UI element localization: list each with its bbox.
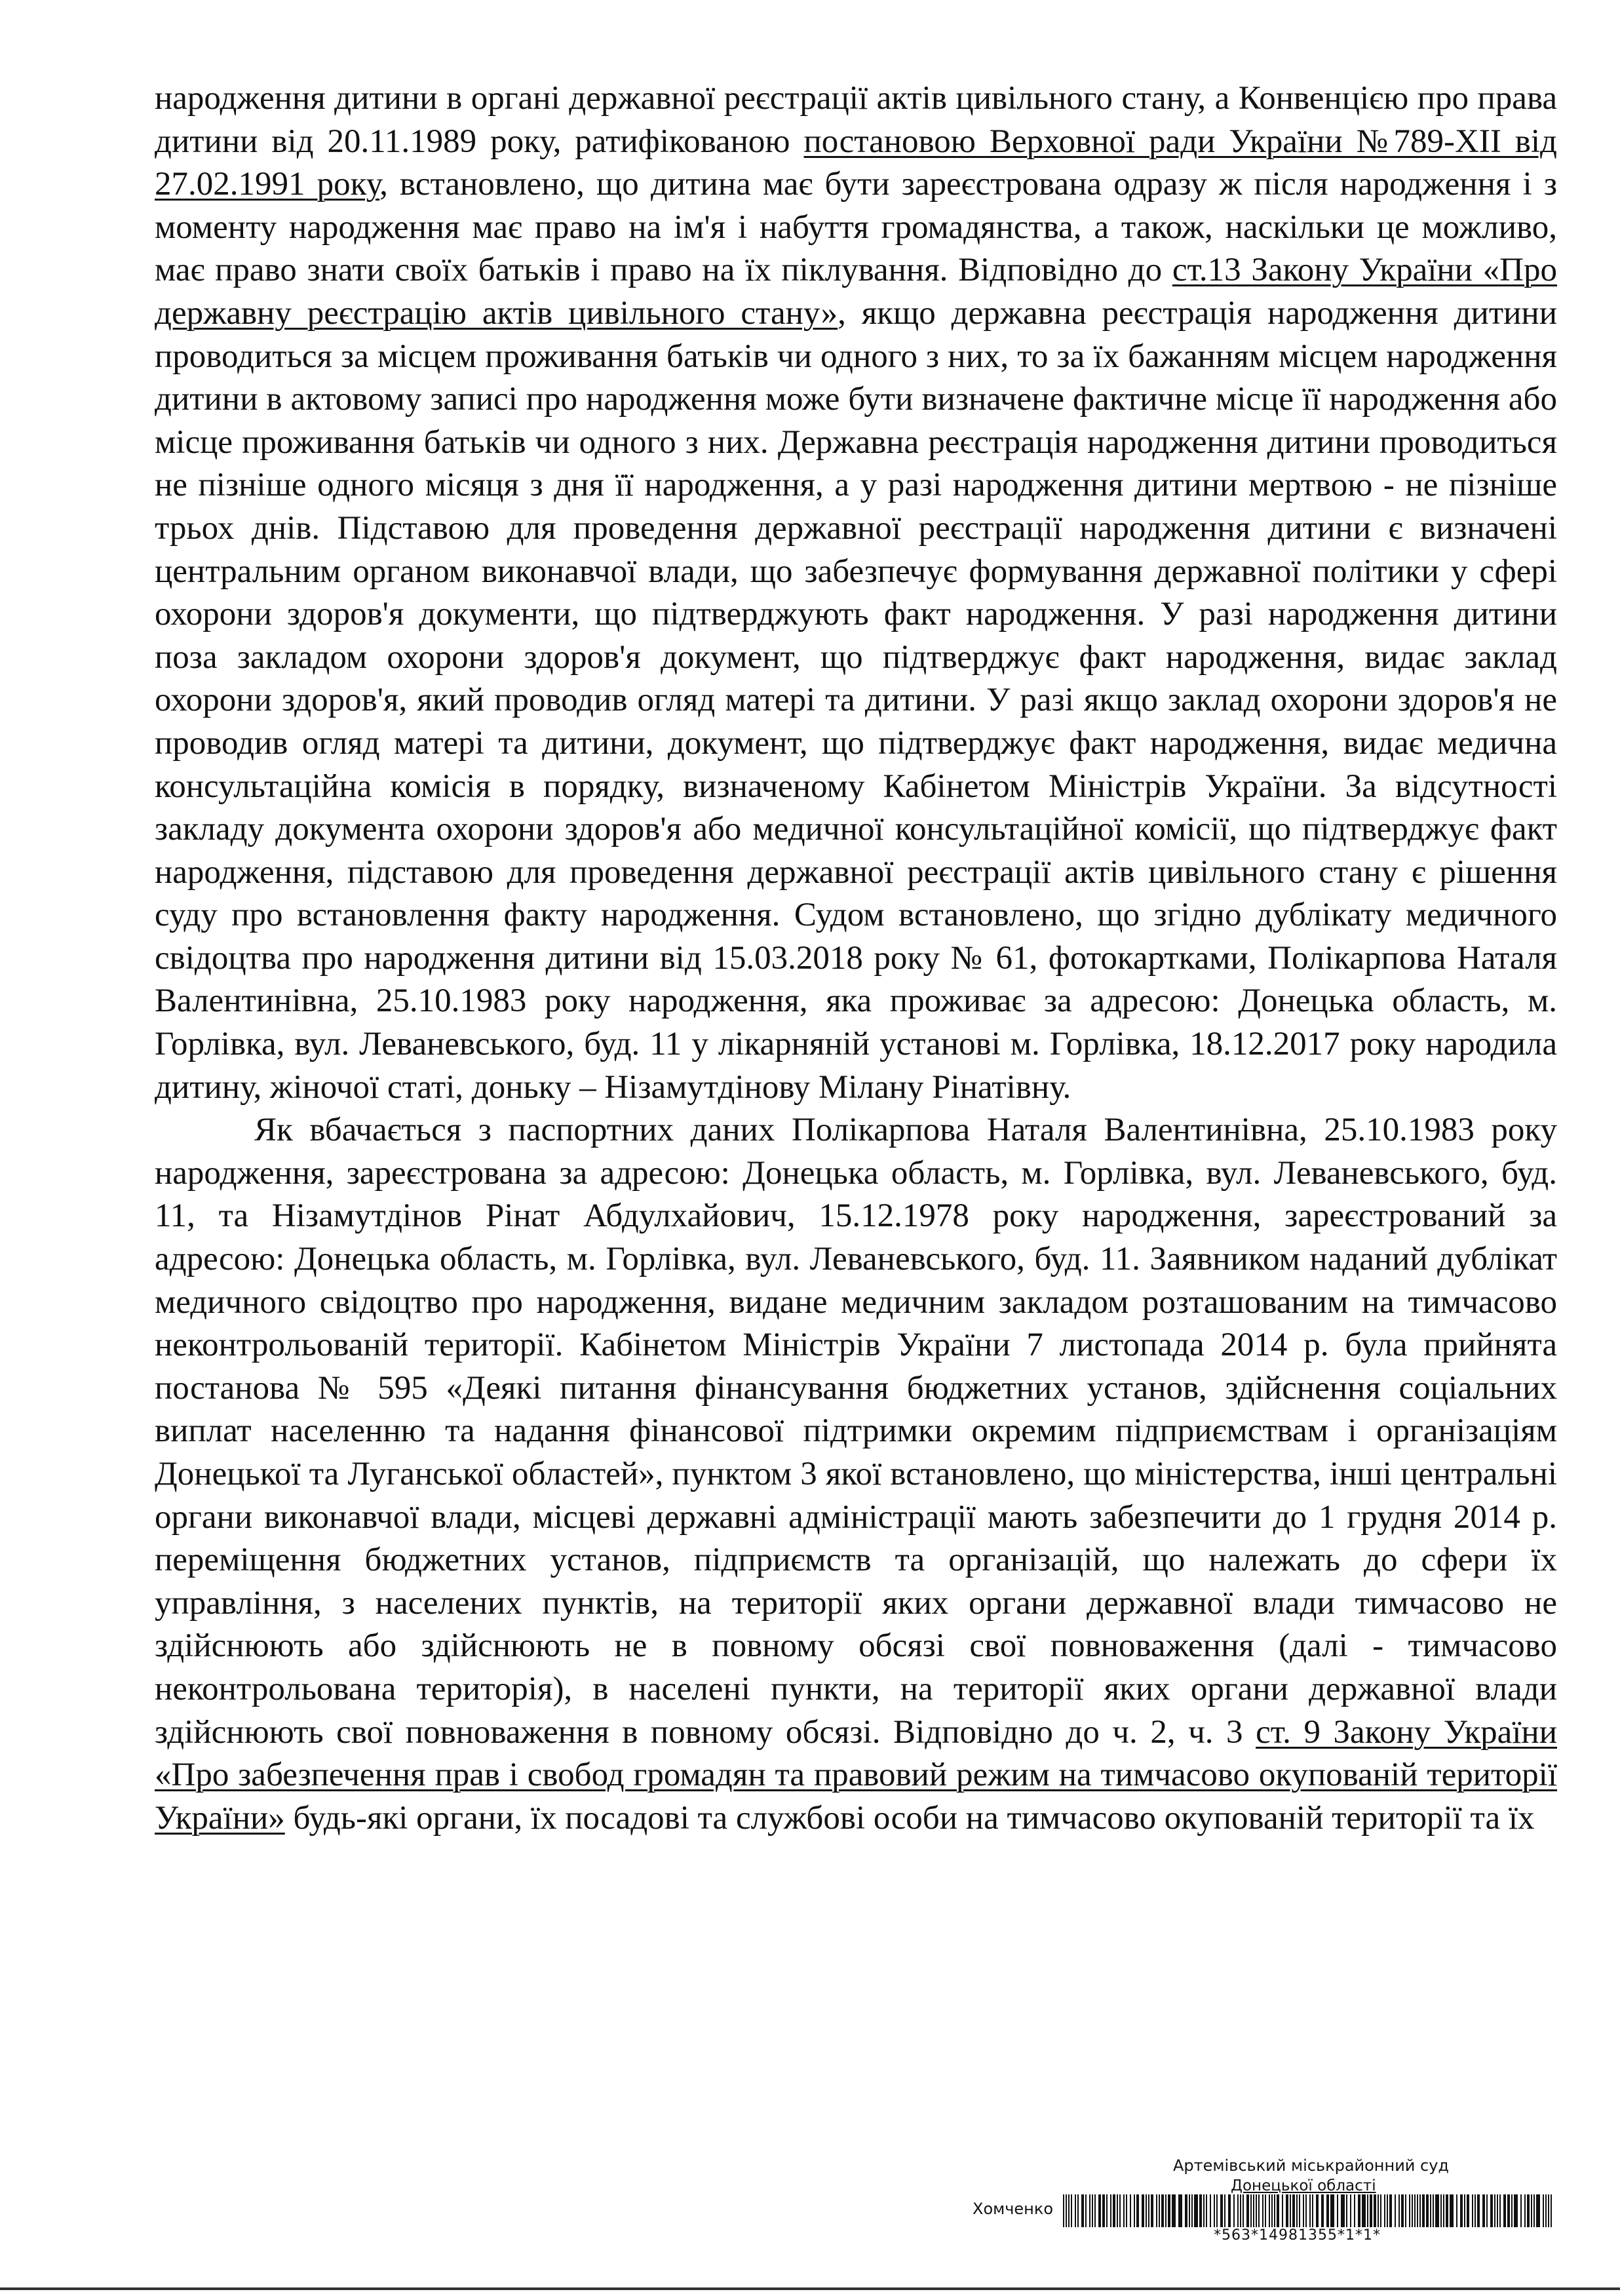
- resolution-link: постановою Верховної ради України №789-XII від 27.02.1991 року: [155, 123, 1557, 203]
- paragraph-1-text-b: , встановлено, що дитина має бути зареєстрована одразу ж після народження і з моменту народження має право на ім'я і набуття громадянства, а також, наскільки це можливо, має право знати своїх батьків і право на їх піклування. Відповідно до: [155, 166, 1557, 289]
- paragraph-2-text-b: будь-які органи, їх посадові та службові особи на тимчасово окупованій території та їх: [284, 1799, 1535, 1837]
- paragraph-1: [155, 77, 1557, 1109]
- paragraph-1-text-a: народження дитини в органі державної реєстрації актів цивільного стану, а Конвенцією про права дитини від 20.11.1989 року, ратифікованою: [155, 80, 1557, 160]
- barcode-code: *563*14981355*1*1*: [1214, 2227, 1381, 2244]
- judge-name: Хомченко: [973, 2200, 1054, 2218]
- paragraph-2-text-a: Як вбачається з паспортних даних Полікарпова Наталя Валентинівна, 25.10.1983 року народження, зареєстрована за адресою: Донецька область, м. Горлівка, вул. Леваневського, буд. 11, та Нізамутдінов Рінат Абдулхайович, 15.12.1978 року народження, зареєстрований за адресою: Донецька область, м. Горлівка, вул. Леваневського, буд. 11. Заявником наданий дублікат медичного свідоцтво про народження, видане медичним закладом розташованим на тимчасово неконтрольованій території. Кабінетом Міністрів України 7 листопада 2014 р. була прийнята постанова № 595 «Деякі питання фінансування бюджетних установ, здійснення соціальних виплат населенню та надання фінансової підтримки окремим підприємствам і організаціям Донецької та Луганської областей», пунктом 3 якої встановлено, що міністерства, інші центральні органи виконавчої влади, місцеві державні адміністрації мають забезпечити до 1 грудня 2014 р. переміщення бюджетних установ, підприємств та організацій, що належать до сфери їх управління, з населених пунктів, на території яких органи державної влади тимчасово не здійснюють або здійснюють не в повному обсязі свої повноваження (далі - тимчасово неконтрольована територія), в населені пункти, на території яких органи державної влади здійснюють свої повноваження в повному обсязі. Відповідно до ч. 2, ч. 3: [155, 1112, 1557, 1751]
- document-body: [155, 77, 1557, 1840]
- civil-registration-law-link: ст.13 Закону України «Про державну реєстрацію актів цивільного стану»: [155, 252, 1557, 332]
- court-name: Артемівський міськрайонний суд: [1173, 2156, 1450, 2175]
- barcode-image: [1063, 2194, 1556, 2227]
- paragraph-2: [155, 1109, 1557, 1840]
- page-bottom-edge: [0, 2287, 1620, 2290]
- occupied-territory-law-link: ст. 9 Закону України «Про забезпечення прав і свобод громадян та правовий режим на тимчасово окупованій території України»: [155, 1713, 1557, 1837]
- paragraph-1-text-c: , якщо державна реєстрація народження дитини проводиться за місцем проживання батьків чи одного з них, то за їх бажанням місцем народження дитини в актовому записі про народження може бути визначене фактичне місце її народження або місце проживання батьків чи одного з них. Державна реєстрація народження дитини проводиться не пізніше одного місяця з дня її народження, а у разі народження дитини мертвою - не пізніше трьох днів. Підставою для проведення державної реєстрації народження дитини є визначені центральним органом виконавчої влади, що забезпечує формування державної політики у сфері охорони здоров'я документи, що підтверджують факт народження. У разі народження дитини поза закладом охорони здоров'я документ, що підтверджує факт народження, видає заклад охорони здоров'я, який проводив огляд матері та дитини. У разі якщо заклад охорони здоров'я не проводив огляд матері та дитини, документ, що підтверджує факт народження, видає медична консультаційна комісія в порядку, визначеному Кабінетом Міністрів України. За відсутності закладу документа охорони здоров'я або медичної консультаційної комісії, що підтверджує факт народження, підставою для проведення державної реєстрації актів цивільного стану є рішення суду про встановлення факту народження. Судом встановлено, що згідно дублікату медичного свідоцтва про народження дитини від 15.03.2018 року № 61, фотокартками, Полікарпова Наталя Валентинівна, 25.10.1983 року народження, яка проживає за адресою: Донецька область, м. Горлівка, вул. Леваневського, буд. 11 у лікарняній установі м. Горлівка, 18.12.2017 року народила дитину, жіночої статі, доньку – Нізамутдінову Мілану Рінатівну.: [155, 294, 1557, 1106]
- court-region: Донецької області: [1231, 2177, 1376, 2194]
